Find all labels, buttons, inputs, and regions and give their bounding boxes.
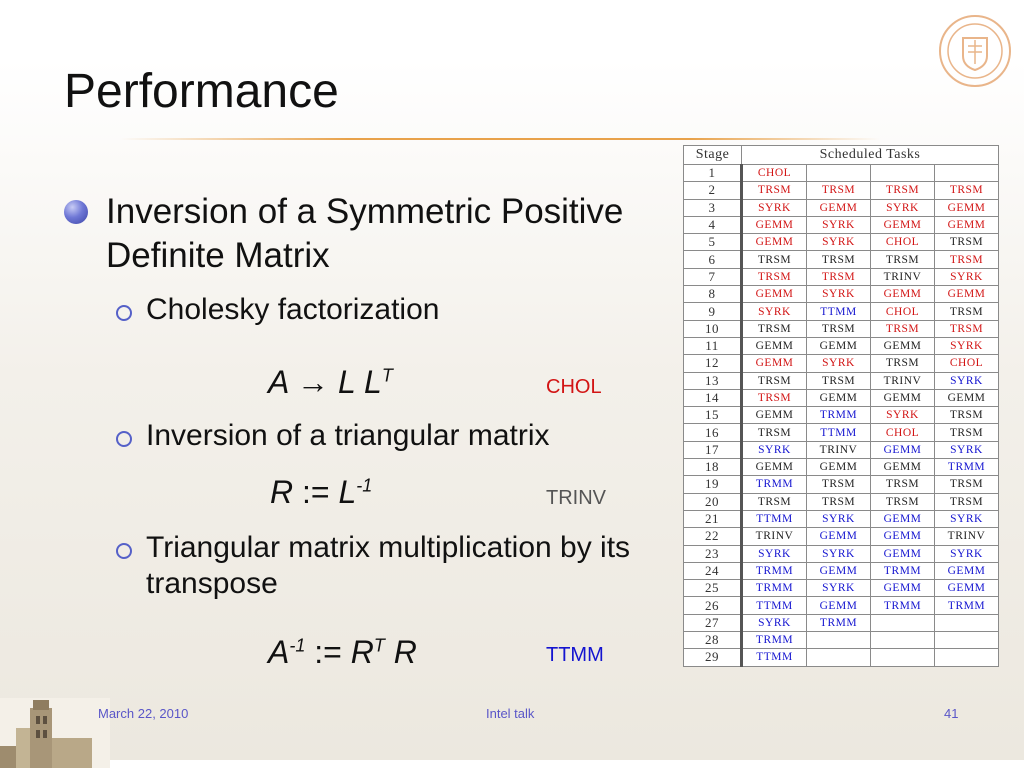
task-cell <box>871 614 935 631</box>
table-row <box>684 216 999 233</box>
main-bullet <box>62 190 682 278</box>
table-row <box>684 476 999 493</box>
task-cell: SYRK <box>871 407 935 424</box>
sub-bullet-cholesky <box>62 292 682 328</box>
task-cell: TRSM <box>871 493 935 510</box>
task-cell: TRSM <box>807 251 871 268</box>
task-cell: SYRK <box>742 199 807 216</box>
task-cell <box>871 165 935 182</box>
sub-bullet-text: Triangular matrix multiplication by its transpose <box>146 531 631 600</box>
task-cell: SYRK <box>935 545 999 562</box>
task-cell: GEMM <box>807 597 871 614</box>
table-row <box>684 199 999 216</box>
stage-cell: 4 <box>684 216 742 233</box>
table-row <box>684 649 999 666</box>
stage-cell: 17 <box>684 441 742 458</box>
task-cell: TRMM <box>742 632 807 649</box>
task-cell: GEMM <box>871 528 935 545</box>
table-row <box>684 441 999 458</box>
table-row <box>684 597 999 614</box>
task-cell: SYRK <box>807 216 871 233</box>
task-cell: GEMM <box>935 199 999 216</box>
task-cell: TRSM <box>807 493 871 510</box>
bullet-list <box>62 190 682 328</box>
task-cell: SYRK <box>871 199 935 216</box>
formula-trinv: R := $L^{-1}$ <box>270 474 373 510</box>
task-cell: GEMM <box>742 407 807 424</box>
task-cell <box>871 632 935 649</box>
task-cell: GEMM <box>871 216 935 233</box>
task-cell <box>807 165 871 182</box>
task-cell: TRINV <box>935 528 999 545</box>
task-cell: SYRK <box>742 441 807 458</box>
task-cell: TRMM <box>871 562 935 579</box>
task-cell: SYRK <box>935 337 999 354</box>
table-row <box>684 165 999 182</box>
task-cell: TRSM <box>935 493 999 510</box>
task-cell: SYRK <box>807 355 871 372</box>
task-cell: TRSM <box>742 320 807 337</box>
task-cell: CHOL <box>935 355 999 372</box>
task-cell: GEMM <box>807 459 871 476</box>
task-cell: TTMM <box>807 303 871 320</box>
stage-cell: 14 <box>684 389 742 406</box>
task-cell: SYRK <box>807 545 871 562</box>
sub-bullet-ttmm <box>62 530 646 602</box>
task-cell: TRSM <box>742 268 807 285</box>
stage-cell: 27 <box>684 614 742 631</box>
sub-bullet-trinv <box>62 418 682 454</box>
task-cell: SYRK <box>935 510 999 527</box>
bullet-dot-icon <box>64 200 88 224</box>
task-cell: TRSM <box>807 182 871 199</box>
task-cell: TRSM <box>742 251 807 268</box>
stage-cell: 2 <box>684 182 742 199</box>
bullet-list-3 <box>62 530 682 602</box>
stage-cell: 12 <box>684 355 742 372</box>
task-cell: TRSM <box>871 182 935 199</box>
task-cell: GEMM <box>742 337 807 354</box>
table-row <box>684 337 999 354</box>
task-cell: GEMM <box>742 286 807 303</box>
table-row <box>684 632 999 649</box>
header-stage: Stage <box>684 146 742 165</box>
stage-cell: 24 <box>684 562 742 579</box>
sub-bullet-ring-icon <box>116 543 132 559</box>
stage-cell: 3 <box>684 199 742 216</box>
task-cell: SYRK <box>742 303 807 320</box>
table-row <box>684 407 999 424</box>
task-cell: SYRK <box>807 286 871 303</box>
stage-cell: 21 <box>684 510 742 527</box>
building-image <box>0 698 110 768</box>
task-cell: CHOL <box>871 303 935 320</box>
task-cell: TRSM <box>935 303 999 320</box>
footer-date: March 22, 2010 <box>98 706 189 721</box>
task-cell: TRSM <box>807 320 871 337</box>
footer-page-number: 41 <box>944 706 959 721</box>
table-row <box>684 528 999 545</box>
sub-bullet-ring-icon <box>116 431 132 447</box>
task-cell: GEMM <box>935 286 999 303</box>
footer-center: Intel talk <box>486 706 535 721</box>
tag-chol: CHOL <box>546 376 602 398</box>
stage-cell: 23 <box>684 545 742 562</box>
stage-cell: 19 <box>684 476 742 493</box>
slide-title: Performance <box>64 65 339 118</box>
task-cell: TRSM <box>871 251 935 268</box>
table-row <box>684 562 999 579</box>
task-cell: GEMM <box>871 389 935 406</box>
task-cell: TRSM <box>742 182 807 199</box>
task-cell: SYRK <box>807 580 871 597</box>
table-row <box>684 493 999 510</box>
table-row <box>684 580 999 597</box>
table-header-row <box>684 146 999 165</box>
task-cell: TRMM <box>742 580 807 597</box>
task-cell: TRINV <box>807 441 871 458</box>
task-cell: TRSM <box>742 372 807 389</box>
task-cell: TRSM <box>935 476 999 493</box>
task-cell: CHOL <box>871 234 935 251</box>
task-cell: TTMM <box>807 424 871 441</box>
task-cell: TRSM <box>742 493 807 510</box>
main-bullet-text: Inversion of a Symmetric Positive Definite Matrix <box>106 192 624 275</box>
task-cell: GEMM <box>871 286 935 303</box>
stage-cell: 1 <box>684 165 742 182</box>
task-cell: GEMM <box>935 562 999 579</box>
task-cell: GEMM <box>935 216 999 233</box>
task-cell: TTMM <box>742 649 807 666</box>
formula-ttmm: $A^{-1}$ := $R^T$ R <box>268 634 417 670</box>
table-row <box>684 286 999 303</box>
task-cell: TRSM <box>935 182 999 199</box>
task-cell <box>807 632 871 649</box>
task-cell: TRSM <box>807 476 871 493</box>
task-cell: CHOL <box>742 165 807 182</box>
stage-cell: 9 <box>684 303 742 320</box>
task-cell: GEMM <box>871 337 935 354</box>
task-cell: CHOL <box>871 424 935 441</box>
stage-cell: 22 <box>684 528 742 545</box>
task-cell: TTMM <box>742 597 807 614</box>
table-row <box>684 303 999 320</box>
table-row <box>684 372 999 389</box>
task-cell: GEMM <box>935 580 999 597</box>
stage-cell: 15 <box>684 407 742 424</box>
stage-cell: 29 <box>684 649 742 666</box>
task-cell: TRMM <box>742 562 807 579</box>
title-divider <box>120 138 880 140</box>
stage-cell: 13 <box>684 372 742 389</box>
task-cell: TRMM <box>742 476 807 493</box>
task-cell: SYRK <box>935 441 999 458</box>
task-cell: GEMM <box>871 545 935 562</box>
task-cell <box>807 649 871 666</box>
seal-icon <box>938 14 1012 88</box>
task-cell: GEMM <box>935 389 999 406</box>
sub-bullet-text: Inversion of a triangular matrix <box>146 419 550 452</box>
stage-cell: 26 <box>684 597 742 614</box>
task-cell: GEMM <box>742 459 807 476</box>
task-cell <box>935 165 999 182</box>
table-row <box>684 459 999 476</box>
task-cell: GEMM <box>871 510 935 527</box>
task-cell: TRMM <box>807 614 871 631</box>
task-cell: SYRK <box>742 545 807 562</box>
stage-cell: 18 <box>684 459 742 476</box>
task-cell <box>935 632 999 649</box>
stage-cell: 20 <box>684 493 742 510</box>
task-cell: TRSM <box>807 268 871 285</box>
sub-bullet-ring-icon <box>116 305 132 321</box>
table-row <box>684 614 999 631</box>
table-row <box>684 389 999 406</box>
table-row <box>684 320 999 337</box>
task-cell: TRMM <box>807 407 871 424</box>
task-cell: TRSM <box>871 476 935 493</box>
table-row <box>684 182 999 199</box>
header-tasks: Scheduled Tasks <box>742 146 999 165</box>
task-cell <box>871 649 935 666</box>
table-row <box>684 234 999 251</box>
task-cell: TRSM <box>871 320 935 337</box>
stage-cell: 10 <box>684 320 742 337</box>
stage-cell: 28 <box>684 632 742 649</box>
task-cell: GEMM <box>742 355 807 372</box>
formula-chol: A → L $L^T$ <box>268 364 393 400</box>
task-cell: SYRK <box>807 510 871 527</box>
table-row <box>684 424 999 441</box>
task-cell <box>935 649 999 666</box>
task-cell: TRSM <box>742 424 807 441</box>
schedule-table <box>683 145 999 667</box>
task-cell: GEMM <box>871 441 935 458</box>
task-cell: TRSM <box>742 389 807 406</box>
task-cell: GEMM <box>807 528 871 545</box>
task-cell: GEMM <box>742 216 807 233</box>
sub-bullet-text: Cholesky factorization <box>146 293 440 326</box>
task-cell: GEMM <box>807 199 871 216</box>
task-cell: TRINV <box>871 268 935 285</box>
task-cell: TRINV <box>871 372 935 389</box>
task-cell: GEMM <box>871 580 935 597</box>
task-cell: GEMM <box>742 234 807 251</box>
task-cell: TRMM <box>871 597 935 614</box>
task-cell: GEMM <box>871 459 935 476</box>
stage-cell: 7 <box>684 268 742 285</box>
tag-trinv: TRINV <box>546 487 606 509</box>
stage-cell: 8 <box>684 286 742 303</box>
table-row <box>684 355 999 372</box>
stage-cell: 11 <box>684 337 742 354</box>
task-cell: TRSM <box>935 407 999 424</box>
tag-ttmm: TTMM <box>546 644 604 666</box>
stage-cell: 16 <box>684 424 742 441</box>
task-cell: SYRK <box>935 372 999 389</box>
stage-cell: 6 <box>684 251 742 268</box>
table-row <box>684 510 999 527</box>
task-cell: TRSM <box>935 234 999 251</box>
task-cell: SYRK <box>742 614 807 631</box>
task-cell: GEMM <box>807 562 871 579</box>
bullet-list-2 <box>62 418 682 454</box>
task-cell: SYRK <box>935 268 999 285</box>
task-cell: TRMM <box>935 459 999 476</box>
stage-cell: 25 <box>684 580 742 597</box>
task-cell: TRSM <box>871 355 935 372</box>
task-cell <box>935 614 999 631</box>
task-cell: TTMM <box>742 510 807 527</box>
table-row <box>684 268 999 285</box>
task-cell: TRSM <box>935 424 999 441</box>
task-cell: TRSM <box>807 372 871 389</box>
task-cell: GEMM <box>807 389 871 406</box>
task-cell: TRMM <box>935 597 999 614</box>
task-cell: TRINV <box>742 528 807 545</box>
task-cell: GEMM <box>807 337 871 354</box>
table-row <box>684 545 999 562</box>
task-cell: TRSM <box>935 320 999 337</box>
task-cell: SYRK <box>807 234 871 251</box>
table-row <box>684 251 999 268</box>
task-cell: TRSM <box>935 251 999 268</box>
stage-cell: 5 <box>684 234 742 251</box>
